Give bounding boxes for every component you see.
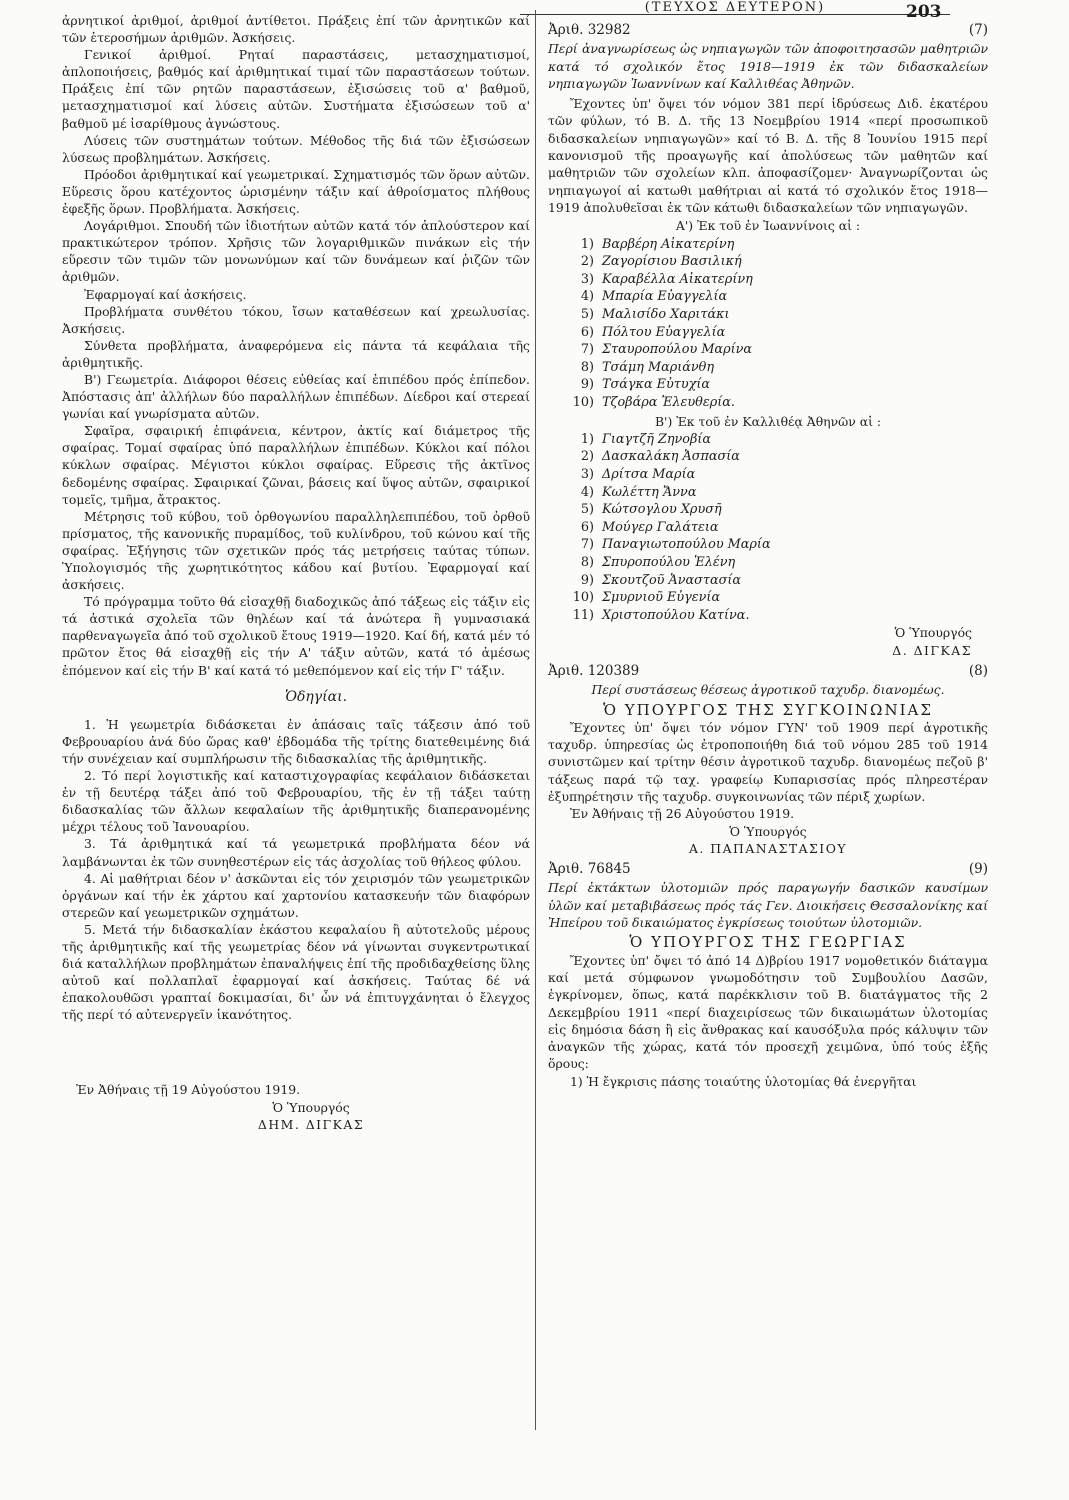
left-paragraph: Β') Γεωμετρία. Διάφοροι θέσεις εὐθείας καί ἐπιπέδου πρός ἐπίπεδον. Ἀπόστασις ἀπ' ἀλλήλων δύο παραλλήλων ἐπιπέδων. Δίεδροι καί στερεαί γωνίαι καί γνωρίσματα αὐτῶν.: [62, 371, 530, 422]
decree-authority: Ὁ ΥΠΟΥΡΓΟΣ ΤΗΣ ΣΥΓΚΟΙΝΩΝΙΑΣ: [603, 700, 933, 719]
decree-number: Ἀριθ. 120389: [548, 662, 640, 679]
left-paragraph: Σφαῖρα, σφαιρική ἐπιφάνεια, κέντρον, ἀκτίς καί διάμετρος τῆς σφαίρας. Τομαί σφαίρας ὑπό παραλλήλων ἐπιπέδων. Κύκλοι καί πόλοι κύκλων σφαίρας. Μέγιστοι κύκλοι σφαίρας. Εὕρεσις τῆς ἀκτῖνος δεδομένης σφαίρας. Σφαιρικαί ζῶναι, βάσεις καί ὕψος αὐτῶν, σφαιρικοί τομεῖς, τμῆμα, ἄτρακτος.: [62, 423, 530, 507]
decree-body: Ἔχοντες ὑπ' ὄψει τόν νόμον 381 περί ἱδρύσεως Διδ. ἑκατέρου τῶν φύλων, τό Β. Δ. τῆς 13 Νοεμβρίου 1914 «περί προσωπικοῦ διδασκαλείων νηπιαγωγῶν» καί τό Β. Δ. τῆς 8 Ἰουνίου 1915 περί κανονισμοῦ τῆς προαγωγῆς καί ἀπολύσεως τῶν μαθητῶν καί μαθητριῶν τῶν σχολείων κλπ. ἀποφασίζομεν· Ἀναγνωρίζονται ὡς νηπιαγωγοί αἱ κατωθι μαθήτριαι αἱ κατά τό σχολικόν ἔτος 1918—1919 ἀπολυθεῖσαι ἐκ τῶν κάτωθι διδασκαλείων τῶν νηπιαγωγῶν.: [548, 96, 988, 215]
decree-seq: (9): [968, 861, 988, 878]
list-item: 5) Μαλισίδο Χαριτάκι: [580, 306, 730, 322]
instruction-item: 5. Μετά τήν διδασκαλίαν ἑκάστου κεφαλαίου ἢ αὐτοτελοῦς μέρους τῆς ἀριθμητικῆς καί τῆς γεωμετρίας δέον νά γίνωνται συγκεντρωτικαί διά καταλλήλων προβλημάτων ἐπαναλήψεις ἐπί τῆς προδιδαχθείσης ὕλης αὐτοῦ καί πολλαπλαῖ ἐφαρμογαί καί ἀσκήσεις. Ταύτας δέ νά ἐπακολουθῶσι γραπταί δοκιμασίαι, δι' ὧν νά ἐπιτυγχάνηται ὁ ἔλεγχος τῆς περί τό αὐτενεργεῖν ἱκανότητος.: [62, 921, 530, 1023]
list-item: 4) Μπαρία Εὐαγγελία: [580, 289, 728, 305]
list-item: 4) Κωλέττη Ἄννα: [580, 484, 697, 500]
minister-name: Α. ΠΑΠΑΝΑΣΤΑΣΙΟΥ: [688, 840, 848, 856]
list-item: 1) Βαρβέρη Αἰκατερίνη: [580, 236, 735, 252]
decree-8-signature: [548, 823, 988, 858]
decree-9-header: [548, 861, 988, 878]
left-column: [62, 12, 530, 1133]
instruction-item: 1. Ἡ γεωμετρία διδάσκεται ἐν ἁπάσαις ταῖς τάξεσιν ἀπό τοῦ Φεβρουαρίου ἀνά δύο ὥρας καθ' ἑβδομάδα τῆς τρίτης διατεθειμένης διά τήν συνέχειαν καί συμπλήρωσιν τῆς διδασκαλίας τῆς ἀριθμητικῆς.: [62, 716, 530, 766]
list-item: 7) Σταυροπούλου Μαρίνα: [580, 342, 753, 358]
instruction-item: 3. Τά ἀριθμητικά καί τά γεωμετρικά προβλήματα δέον νά λαμβάνωνται ἐκ τῶν συνηθεστέρων εἰς τάς ἀσχολίας τοῦ θήλεος φύλου.: [62, 836, 530, 869]
decree-authority: Ὁ ΥΠΟΥΡΓΟΣ ΤΗΣ ΓΕΩΡΓΙΑΣ: [629, 933, 907, 952]
instructions-title: Ὁδηγίαι.: [284, 688, 348, 705]
list-item: 9) Τσάγκα Εὐτυχία: [580, 377, 711, 393]
decree-seq: (8): [968, 662, 988, 679]
running-head: (ΤΕΥΧΟΣ ΔΕΥΤΕΡΟΝ): [520, 0, 950, 15]
list-item: 3) Δρίτσα Μαρία: [580, 466, 696, 482]
list-item: 8) Τσάμη Μαριάνθη: [580, 359, 715, 375]
decree-number: Ἀριθ. 32982: [548, 22, 631, 38]
column-divider: [535, 10, 536, 1430]
decree-title: Περί συστάσεως θέσεως ἀγροτικοῦ ταχυδρ. διανομέως.: [591, 682, 945, 698]
list-item: 3) Καραβέλλα Αἰκατερίνη: [580, 271, 753, 287]
right-column: [548, 18, 988, 1090]
decree-7-header: [548, 22, 988, 39]
graduates-list-b: [548, 431, 988, 625]
minister-title: Ὁ Ὑπουργός: [894, 625, 972, 641]
list-item: 2) Ζαγορίσιου Βασιλική: [580, 254, 742, 270]
list-item: 10) Σμυρνιοῦ Εὐγενία: [572, 590, 721, 606]
list-item: 8) Σπυροπούλου Ἑλένη: [580, 554, 736, 570]
left-paragraph: Λογάριθμοι. Σπουδή τῶν ἰδιοτήτων αὐτῶν κατά τόν ἁπλούστερον καί πρακτικώτερον τρόπον. Χρῆσις τῶν λογαριθμικῶν πινάκων εἰς τήν εὕρεσιν τῶν τιμῶν τῶν μονωνύμων καί τῶν δυνάμεων καί ῥιζῶν τῶν ἀριθμῶν.: [62, 218, 530, 285]
decree-title: Περί ἐκτάκτων ὑλοτομιῶν πρός παραγωγήν δασικῶν καυσίμων ὑλῶν καί μεταβιβάσεως πρός τάς Γεν. Διοικήσεις Θεσσαλονίκης καί Ἠπείρου τοῦ δικαιώματος ἐγκρίσεως τοιούτων ὑλοτομιῶν.: [548, 880, 988, 931]
minister-title: Ὁ Ὑπουργός: [729, 823, 807, 839]
left-paragraph: Μέτρησις τοῦ κύβου, τοῦ ὀρθογωνίου παραλληλεπιπέδου, τοῦ ὀρθοῦ πρίσματος, τῆς κανονικῆς πυραμίδος, τοῦ κυλίνδρου, τοῦ κώνου καί τῆς σφαίρας. Ἐξήγησις τῶν σχετικῶν πρός τάς μετρήσεις ταύτας τύπων. Ὑπολογισμός τῆς χωρητικότητος κάδου καί βυτίου. Ἐφαρμογαί καί ἀσκήσεις.: [62, 508, 530, 593]
minister-title: Ὁ Ὑπουργός: [272, 1099, 350, 1115]
left-paragraph: Ἐφαρμογαί καί ἀσκήσεις.: [84, 286, 247, 302]
minister-name: ΔΗΜ. ΔΙΓΚΑΣ: [257, 1116, 365, 1132]
left-paragraph: Πρόοδοι ἀριθμητικαί καί γεωμετρικαί. Σχηματισμός τῶν ὅρων αὐτῶν. Εὕρεσις ὅρου κατέχοντος ὡρισμένην τάξιν καί ἀθροίσματος πλήθους ἐφεξῆς ὅρων. Προβλήματα. Ἀσκήσεις.: [62, 166, 530, 217]
left-paragraph: Τό πρόγραμμα τοῦτο θά εἰσαχθῇ διαδοχικῶς ἀπό τάξεως εἰς τάξιν εἰς τά ἀστικά σχολεῖα τῶν θηλέων καί τά ἀνώτερα ἢ γυμνασιακά παρθεναγωγεῖα ἀπό τοῦ σχολικοῦ ἔτους 1919—1920. Καί δή, κατά μέν τό πρῶτον ἔτος θά εἰσαχθῇ εἰς τήν Α' τάξιν αὐτῶν, κατά τό ἀμέσως ἑπόμενον καί εἰς τήν Β' καί κατά τό μεθεπόμενον καί εἰς τήν Γ' τάξιν.: [62, 594, 530, 678]
decree-seq: (7): [968, 22, 988, 38]
group-b-heading: Β') Ἐκ τοῦ ἐν Καλλιθέᾳ Ἀθηνῶν αἱ :: [654, 413, 882, 429]
graduates-list-a: [548, 236, 988, 412]
list-item: 6) Μούγερ Γαλάτεια: [580, 519, 719, 535]
decree-date: Ἐν Ἀθήναις τῇ 26 Αὐγούστου 1919.: [570, 806, 795, 822]
left-paragraph: Σύνθετα προβλήματα, ἀναφερόμενα εἰς πάντα τά κεφάλαια τῆς ἀριθμητικῆς.: [62, 337, 530, 370]
page-number: 203: [906, 2, 942, 22]
list-item: 5) Κώτσογλου Χρυσῆ: [580, 502, 722, 518]
decree-clause: 1) Ἡ ἔγκρισις πάσης τοιαύτης ὑλοτομίας θά ἐνεργῆται: [570, 1073, 917, 1089]
left-date: Ἐν Ἀθήναις τῇ 19 Αὐγούστου 1919.: [76, 1082, 301, 1098]
instruction-item: 2. Τό περί λογιστικῆς καί καταστιχογραφίας κεφάλαιον διδάσκεται ἐν τῇ δευτέρᾳ τάξει ἀπό τοῦ Φεβρουαρίου, τῆς ἐν τῇ τάξει ταύτῃ διδασκαλίας τῶν ἄλλων κεφαλαίων τῆς ἀριθμητικῆς διαπερανομένης μέχρι τέλους τοῦ Ἰανουαρίου.: [62, 768, 530, 835]
instruction-item: 4. Αἱ μαθήτριαι δέον ν' ἀσκῶνται εἰς τόν χειρισμόν τῶν γεωμετρικῶν ὀργάνων καί τήν ἐκ χάρτου καί χαρτονίου κατασκευήν τῶν διαφόρων στερεῶν καί γεωμετρικῶν σχημάτων.: [62, 870, 530, 920]
decree-8-header: [548, 663, 988, 680]
decree-7-signature: [548, 624, 988, 659]
left-paragraph: Λύσεις τῶν συστημάτων τούτων. Μέθοδος τῆς διά τῶν ἐξισώσεων λύσεως προβλημάτων. Ἀσκήσεις.: [62, 132, 530, 165]
list-item: 7) Παναγιωτοπούλου Μαρία: [580, 537, 771, 553]
group-a-heading: Α') Ἐκ τοῦ ἐν Ἰωαννίνοις αἱ :: [675, 218, 861, 234]
left-paragraph: Γενικοί ἀριθμοί. Ρηταί παραστάσεις, μετασχηματισμοί, ἀπλοποιήσεις, βαθμός καί ἀριθμητικαί τιμαί τῶν παραστάσεων τούτων. Πράξεις ἐπί τῶν ρητῶν παραστάσεων, ἐξισώσεις τοῦ α' βαθμοῦ, μετασχηματισμοί καί λύσεις αὐτῶν. Συστήματα ἐξισώσεων τοῦ α' βαθμοῦ μέ ἰσαρίθμους ἀγνώστους.: [62, 47, 530, 131]
list-item: 2) Δασκαλάκη Ἀσπασία: [580, 449, 740, 465]
left-paragraph: Προβλήματα συνθέτου τόκου, ἴσων καταθέσεων καί χρεωλυσίας. Ἀσκήσεις.: [62, 303, 530, 336]
minister-name: Δ. ΔΙΓΚΑΣ: [892, 642, 972, 658]
left-paragraph: ἀρνητικοί ἀριθμοί, ἀριθμοί ἀντίθετοι. Πράξεις ἐπί τῶν ἀρνητικῶν καί τῶν ἑτεροσήμων ἀριθμῶν. Ἀσκήσεις.: [62, 13, 530, 46]
decree-title: Περί ἀναγνωρίσεως ὡς νηπιαγωγῶν τῶν ἀποφοιτησασῶν μαθητριῶν κατά τό σχολικόν ἔτος 1918—1919 ἐκ τῶν διδασκαλείων νηπιαγωγῶν Ἰωαννίνων καί Καλλιθέας Ἀθηνῶν.: [548, 41, 988, 91]
decree-body: Ἔχοντες ὑπ' ὄψει τό ἀπό 14 Δ)βρίου 1917 νομοθετικόν διάταγμα καί μετά σύμφωνον γνωμοδότησιν τοῦ Συμβουλίου Δασῶν, ἐγκρίνομεν, ὅπως, κατά παρέκκλισιν τοῦ Β. διατάγματος τῆς 2 Δεκεμβρίου 1911 «περί διαχειρίσεως τῶν δικαιωμάτων ὑλοτομίας εἰς δημόσια δάση ἢ εἰς ἄνθρακας καί καυσόξυλα πρός κάλυψιν τῶν ἀναγκῶν τῆς χώρας, κατά τόν προσεχῆ χειμῶνα, ὑπό τούς ἑξῆς ὅρους:: [548, 952, 988, 1072]
left-signature: [92, 1099, 530, 1133]
decree-body: Ἔχοντες ὑπ' ὄψει τόν νόμον ΓΥΝ' τοῦ 1909 περί ἀγροτικῆς ταχυδρ. ὑπηρεσίας ὡς ἐτροποποιήθη διά τοῦ νόμου 285 τοῦ 1914 συνιστῶμεν καί τρίτην θέσιν ἀγροτικοῦ ταχυδρ. διανομέως πεζοῦ β' τάξεως παρά τῷ ταχ. γραφείῳ Κυπαρισσίας πρός πληρεστέραν ἐξυπηρέτησιν τῆς ταχυδρ. συγκοινωνίας τῶν πέριξ χωρίων.: [548, 719, 988, 804]
list-item: 9) Σκουτζοῦ Ἀναστασία: [580, 572, 742, 588]
list-item: 10) Τζοβάρα Ἐλευθερία.: [572, 394, 735, 410]
list-item: 1) Γιαγτζῆ Ζηνοβία: [580, 431, 712, 447]
list-item: 11) Χριστοπούλου Κατίνα.: [572, 607, 750, 623]
list-item: 6) Πόλτου Εὐαγγελία: [580, 324, 726, 340]
decree-number: Ἀριθ. 76845: [548, 861, 631, 878]
